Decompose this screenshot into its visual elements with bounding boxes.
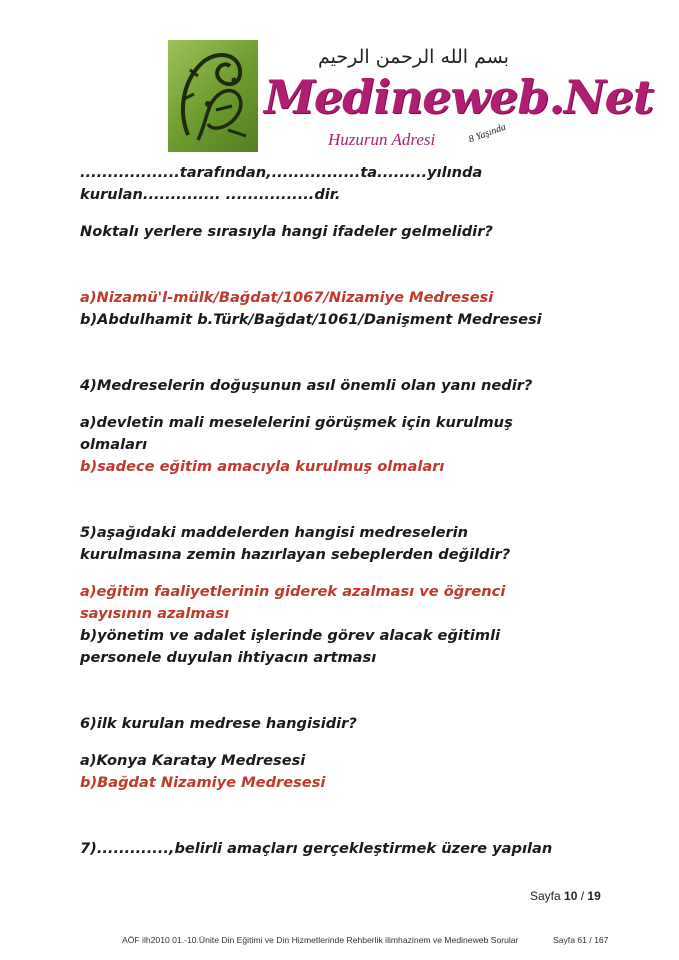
question-5-continued: kurulmasına zemin hazırlayan sebeplerden değildir? xyxy=(80,546,511,563)
text-line: ..................tarafından,................ta.........yılında xyxy=(80,164,483,181)
answer-option-correct: b)Bağdat Nizamiye Medresesi xyxy=(80,774,326,791)
medineweb-logo xyxy=(168,40,654,156)
answer-option: b)Abdulhamit b.Türk/Bağdat/1061/Danişment Medresesi xyxy=(80,311,542,328)
basmala-text: بسم الله الرحمن الرحيم xyxy=(318,46,509,68)
brand-tagline: Huzurun Adresi xyxy=(328,130,436,149)
calligraphy-emblem-icon xyxy=(168,40,258,152)
question-prompt: Noktalı yerlere sırasıyla hangi ifadeler gelmelidir? xyxy=(80,223,493,240)
question-4: 4)Medreselerin doğuşunun asıl önemli olan yanı nedir? xyxy=(80,377,533,394)
question-6: 6)ilk kurulan medrese hangisidir? xyxy=(80,715,357,732)
page-number-total: 19 xyxy=(587,889,601,903)
footer-page-number: Sayfa 61 / 167 xyxy=(553,935,609,945)
answer-option-correct-continued: sayısının azalması xyxy=(80,605,230,622)
text-line: kurulan.............. ................dir. xyxy=(80,186,341,203)
question-7: 7).............,belirli amaçları gerçekleştirmek üzere yapılan xyxy=(80,840,553,857)
answer-option: a)Konya Karatay Medresesi xyxy=(80,752,306,769)
answer-option: b)yönetim ve adalet işlerinde görev alacak eğitimli xyxy=(80,627,501,644)
answer-option-correct: a)Nizamü'l-mülk/Bağdat/1067/Nizamiye Medresesi xyxy=(80,289,494,306)
page-number-prefix: Sayfa xyxy=(530,889,561,903)
answer-option-continued: personele duyulan ihtiyacın artması xyxy=(80,649,377,666)
document-footer: AÖF ilh2010 01.-10.Ünite Din Eğitimi ve Din Hizmetlerinde Rehberlik ilimhazinem ve Medineweb Sorular xyxy=(122,935,519,945)
answer-option: a)devletin mali meselelerini görüşmek için kurulmuş xyxy=(80,414,513,431)
answer-option-correct: b)sadece eğitim amacıyla kurulmuş olmaları xyxy=(80,458,445,475)
answer-option-correct: a)eğitim faaliyetlerinin giderek azalması ve öğrenci xyxy=(80,583,506,600)
question-5: 5)aşağıdaki maddelerden hangisi medreselerin xyxy=(80,524,469,541)
page-number-separator: / xyxy=(577,889,588,903)
question-content xyxy=(80,162,600,860)
brand-name: Medineweb.Net xyxy=(264,70,654,124)
page-number xyxy=(530,889,601,903)
brand-age-note: 8 Yaşında xyxy=(467,121,508,146)
answer-option-continued: olmaları xyxy=(80,436,148,453)
page-number-current: 10 xyxy=(564,889,578,903)
